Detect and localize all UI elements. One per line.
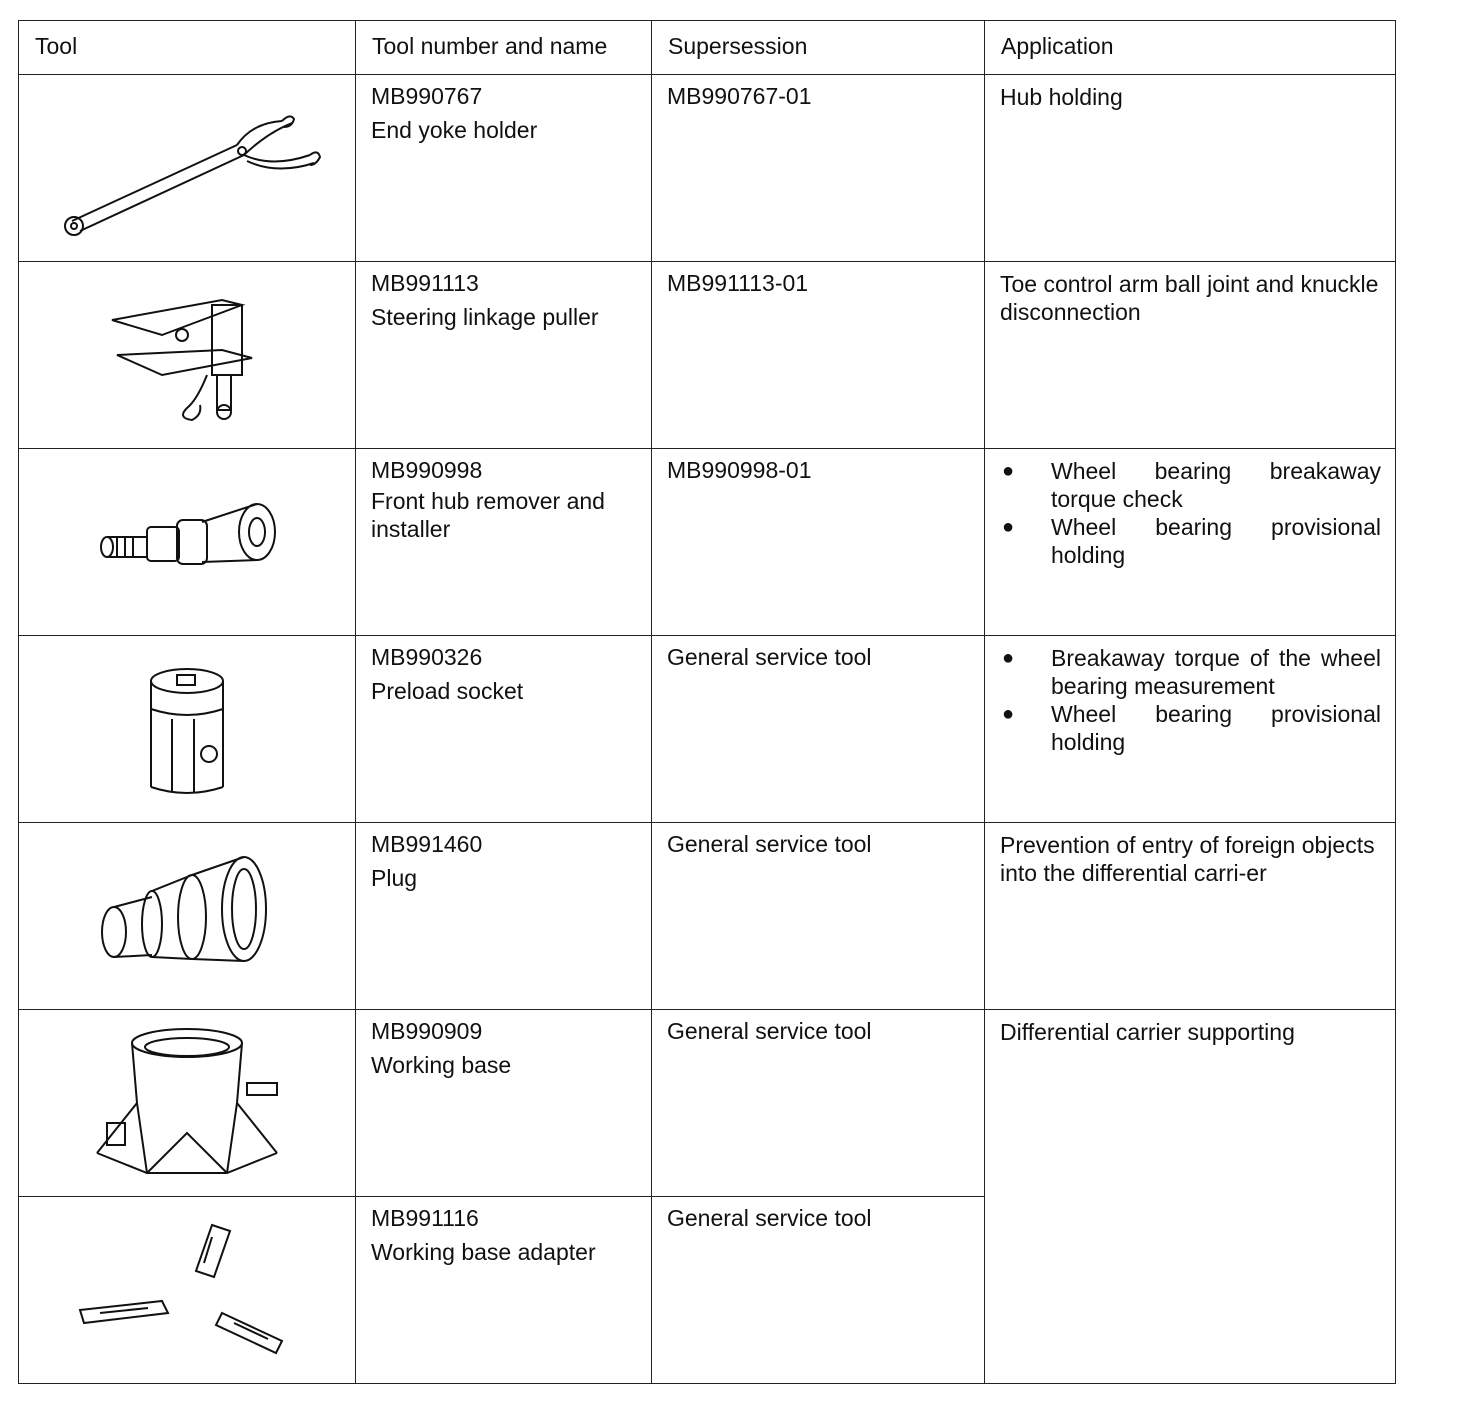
tool-name: Preload socket [371, 678, 524, 704]
tool-number-name-cell [356, 262, 652, 449]
end-yoke-holder-icon [52, 93, 322, 243]
tool-number: MB990998 [371, 457, 483, 483]
bullet-icon: ● [1002, 647, 1015, 669]
tool-number-name-cell [356, 636, 652, 823]
preload-socket-icon [132, 659, 242, 799]
application-cell: Prevention of entry of foreign objects into the differential carri-er [985, 823, 1396, 1010]
list-item: ● Wheel bearing provisional holding [1002, 514, 1381, 568]
tool-name: Working base [371, 1052, 512, 1078]
tool-image-cell [19, 1197, 356, 1384]
list-item: ● Breakaway torque of the wheel bearing measurement [1002, 645, 1381, 699]
table-row [19, 636, 1396, 823]
table-row [19, 1010, 1396, 1197]
working-base-adapter-icon [72, 1215, 302, 1365]
application-list [1000, 457, 1381, 569]
tool-image-cell [19, 449, 356, 636]
header-row [19, 21, 1396, 75]
bullet-icon: ● [1002, 703, 1015, 725]
steering-linkage-puller-icon [102, 280, 272, 430]
tool-image-cell [19, 1010, 356, 1197]
list-item: ● Wheel bearing provisional holding [1002, 701, 1381, 755]
supersession-cell: General service tool [652, 1010, 985, 1197]
tool-name: End yoke holder [371, 117, 538, 143]
header-tool-number-name: Tool number and name [356, 21, 652, 75]
application-cell: Toe control arm ball joint and knuckle disconnection [985, 262, 1396, 449]
bullet-icon: ● [1002, 516, 1015, 538]
working-base-icon [87, 1023, 287, 1183]
table-row [19, 75, 1396, 262]
application-cell: Hub holding [985, 75, 1396, 262]
tool-number: MB990909 [371, 1018, 483, 1044]
table-row [19, 823, 1396, 1010]
tool-image-cell [19, 823, 356, 1010]
tool-name: Front hub remover and installer [371, 488, 605, 542]
supersession-cell: General service tool [652, 1197, 985, 1384]
header-tool: Tool [19, 21, 356, 75]
tool-number: MB991460 [371, 831, 483, 857]
application-list [1000, 644, 1381, 756]
tool-number-name-cell [356, 1010, 652, 1197]
tool-name: Working base adapter [371, 1239, 596, 1265]
application-cell: Differential carrier supporting [985, 1010, 1396, 1384]
special-tools-table [18, 20, 1396, 1384]
tool-number-name-cell [356, 75, 652, 262]
front-hub-remover-installer-icon [87, 492, 287, 592]
tool-number: MB990326 [371, 644, 483, 670]
tool-number-name-cell [356, 1197, 652, 1384]
supersession-cell: MB990767-01 [652, 75, 985, 262]
list-item: ● Wheel bearing breakaway torque check [1002, 458, 1381, 512]
header-supersession: Supersession [652, 21, 985, 75]
application-cell [985, 636, 1396, 823]
tool-number: MB991113 [371, 270, 479, 296]
table-row [19, 449, 1396, 636]
header-application: Application [985, 21, 1396, 75]
tool-image-cell [19, 75, 356, 262]
tool-number: MB991116 [371, 1205, 479, 1231]
supersession-cell: MB991113-01 [652, 262, 985, 449]
bullet-icon: ● [1002, 460, 1015, 482]
tool-name: Plug [371, 865, 418, 891]
supersession-cell: General service tool [652, 823, 985, 1010]
tool-image-cell [19, 636, 356, 823]
application-cell [985, 449, 1396, 636]
tool-name: Steering linkage puller [371, 304, 599, 330]
tool-number: MB990767 [371, 83, 483, 109]
tool-number-name-cell [356, 823, 652, 1010]
plug-icon [92, 851, 282, 981]
supersession-cell: MB990998-01 [652, 449, 985, 636]
table-row [19, 262, 1396, 449]
supersession-cell: General service tool [652, 636, 985, 823]
tool-number-name-cell [356, 449, 652, 636]
tool-image-cell [19, 262, 356, 449]
